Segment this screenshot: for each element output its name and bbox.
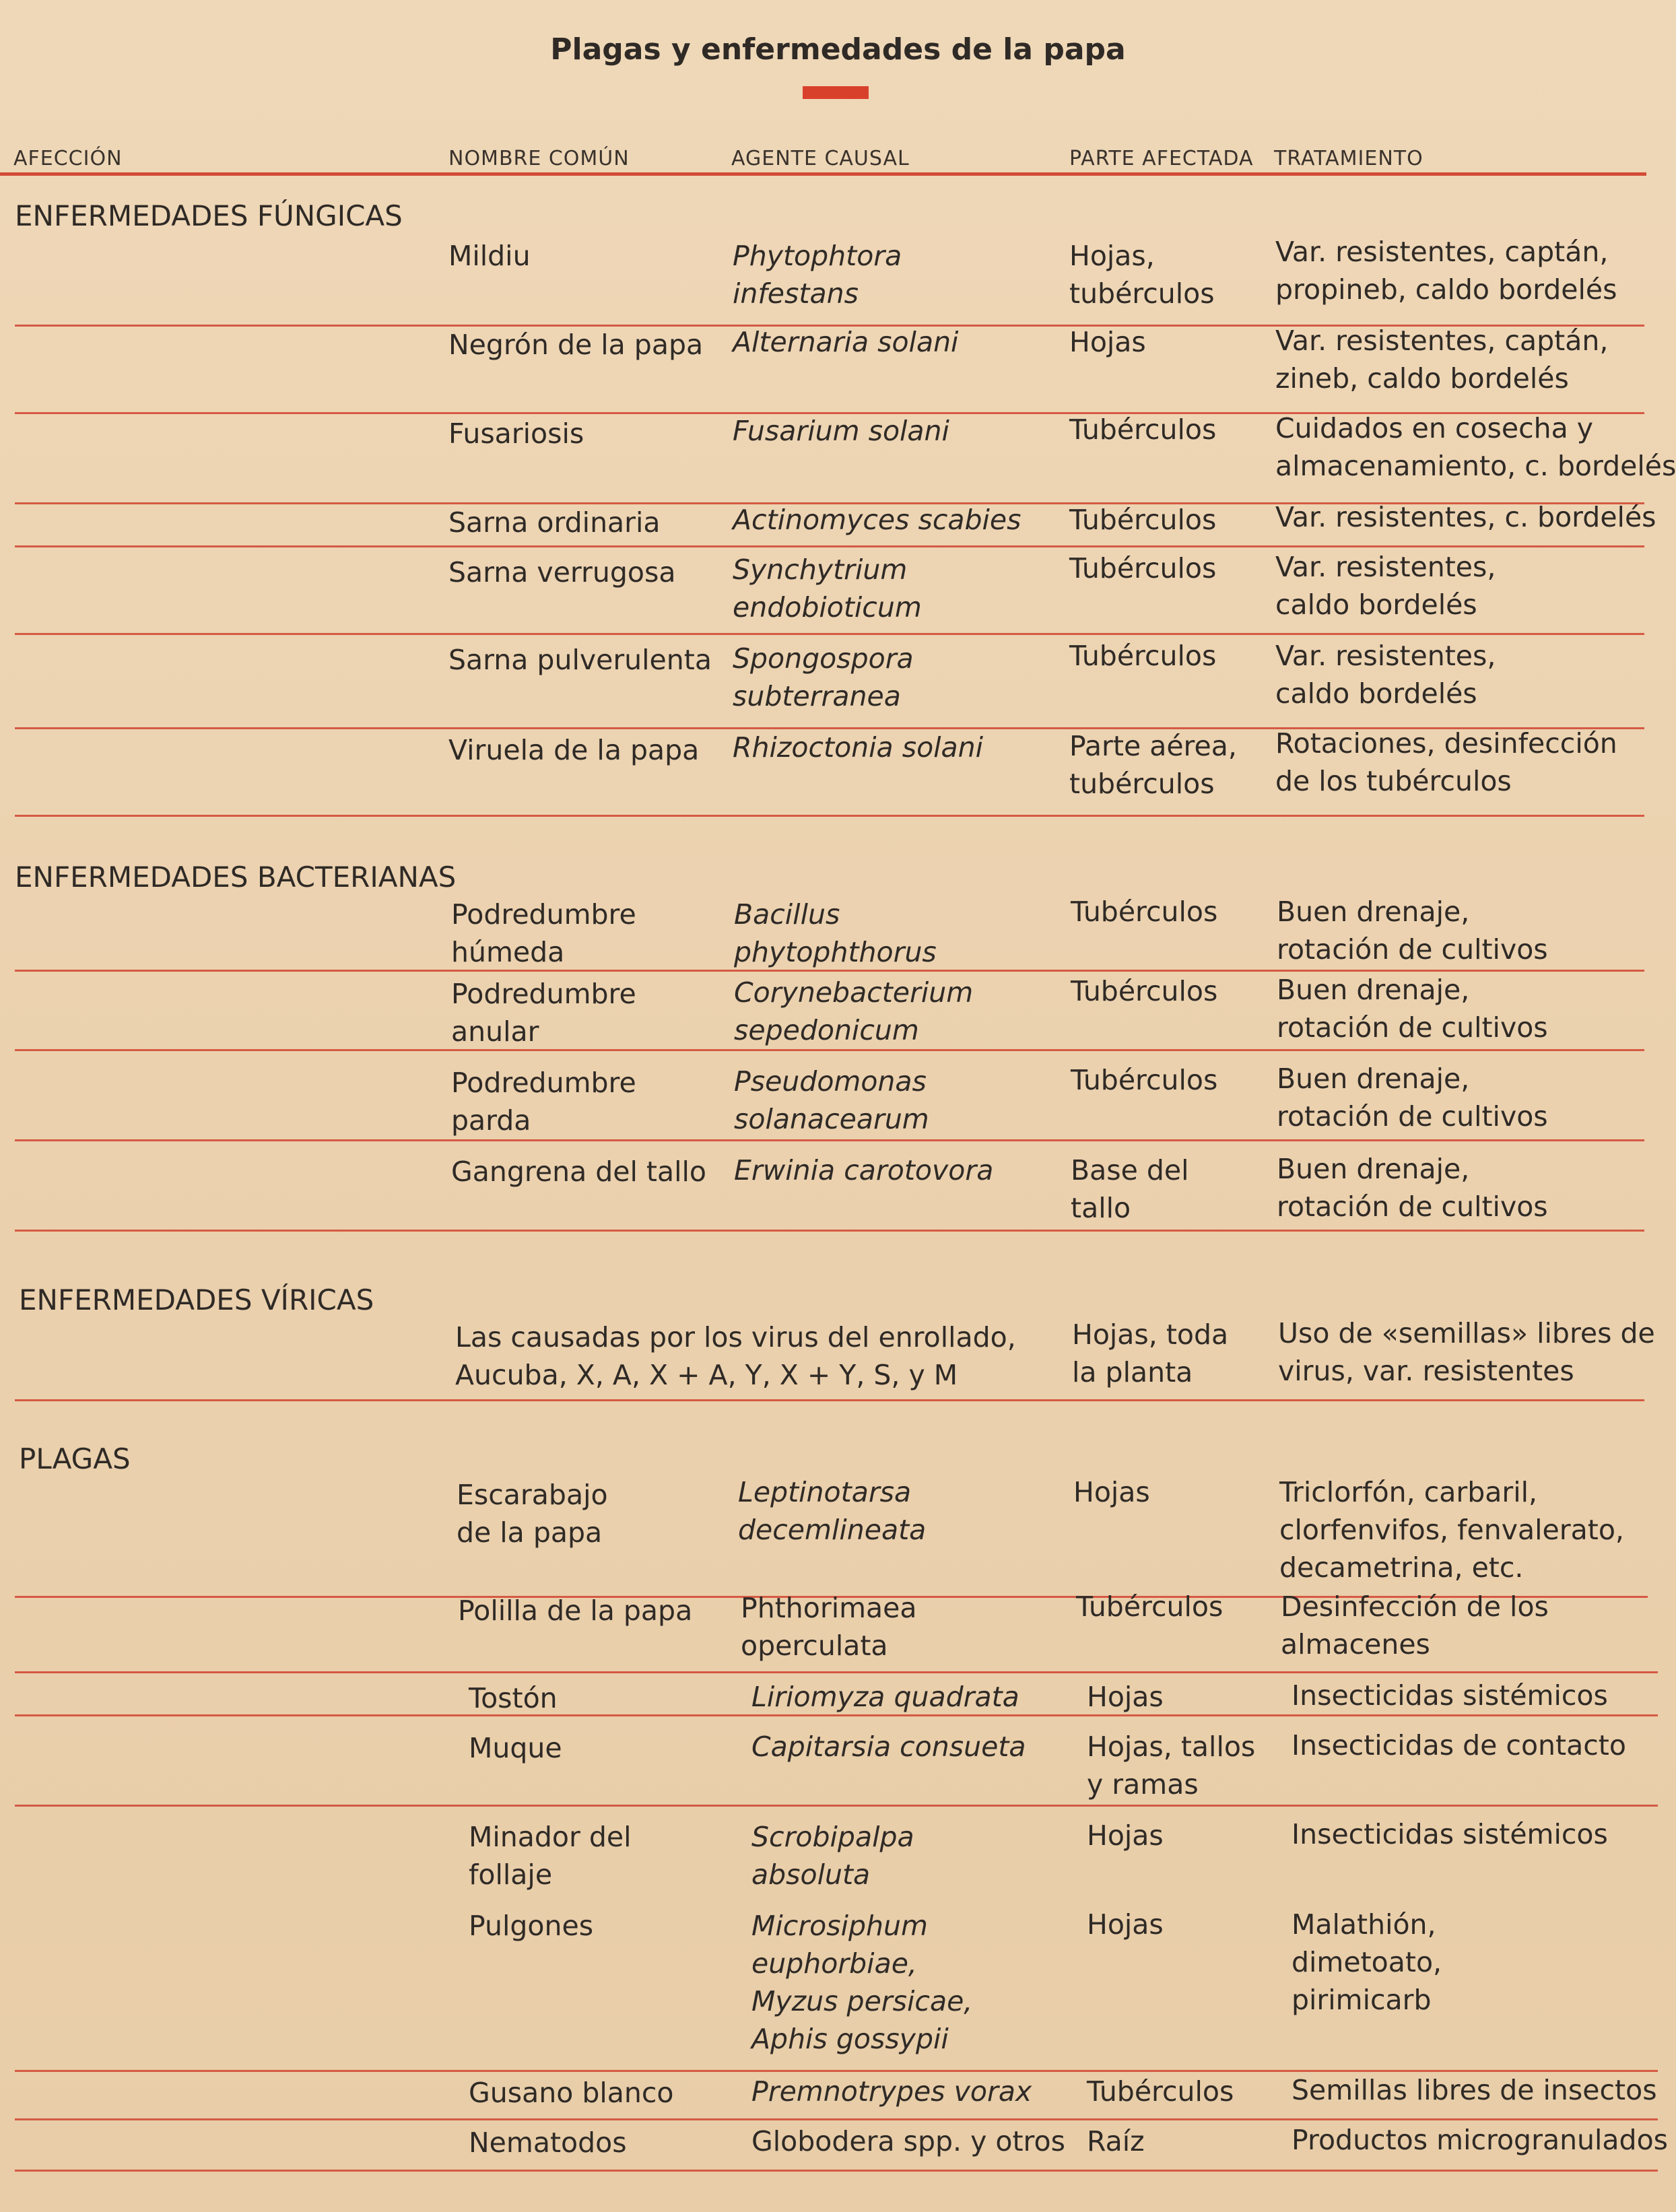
cell-parte: Hojas: [1087, 1908, 1164, 1941]
row-rule: [15, 1805, 1658, 1807]
cell-tratamiento: Buen drenaje, rotación de cultivos: [1277, 896, 1548, 966]
cell-parte: Hojas: [1069, 326, 1146, 358]
cell-parte: Tubérculos: [1071, 1064, 1218, 1096]
section-plagas: PLAGAS: [19, 1442, 131, 1475]
cell-tratamiento: Var. resistentes, c. bordelés: [1275, 501, 1656, 533]
cell-parte: Base del tallo: [1071, 1154, 1189, 1224]
header-tratamiento: TRATAMIENTO: [1274, 147, 1423, 170]
cell-agente: Synchytrium endobioticum: [733, 554, 922, 624]
cell-parte: Tubérculos: [1069, 413, 1217, 446]
cell-nombre: Podredumbre parda: [451, 1067, 636, 1137]
cell-agente: Corynebacterium sepedonicum: [734, 976, 974, 1046]
cell-parte: Tubérculos: [1069, 504, 1217, 536]
cell-agente: Alternaria solani: [733, 326, 959, 358]
cell-tratamiento: Var. resistentes, caldo bordelés: [1275, 640, 1496, 710]
cell-nombre: Pulgones: [469, 1910, 594, 1942]
row-rule: [15, 1399, 1644, 1401]
cell-agente: Scrobipalpa absoluta: [751, 1821, 914, 1891]
cell-tratamiento: Var. resistentes, captán, zineb, caldo bordelés: [1275, 325, 1609, 395]
cell-tratamiento: Buen drenaje, rotación de cultivos: [1277, 1153, 1548, 1223]
cell-nombre: Polilla de la papa: [458, 1595, 693, 1627]
row-rule: [15, 1671, 1658, 1673]
cell-nombre: Fusariosis: [448, 417, 584, 450]
section-viricas: ENFERMEDADES VÍRICAS: [19, 1283, 374, 1316]
cell-tratamiento: Uso de «semillas» libres de virus, var. resistentes: [1278, 1317, 1655, 1387]
cell-tratamiento: Var. resistentes, captán, propineb, caldo bordelés: [1275, 236, 1617, 306]
cell-parte: Hojas: [1087, 1819, 1164, 1852]
header-nombre-comun: NOMBRE COMÚN: [448, 147, 630, 170]
cell-tratamiento: Triclorfón, carbaril, clorfenvifos, fenvalerato, decametrina, etc.: [1279, 1476, 1624, 1584]
cell-agente: Pseudomonas solanacearum: [734, 1065, 929, 1135]
cell-nombre: Tostón: [469, 1682, 558, 1714]
cell-agente: Erwinia carotovora: [734, 1154, 994, 1186]
row-rule: [15, 1049, 1644, 1051]
title-accent-bar: [803, 86, 869, 99]
cell-parte: Tubérculos: [1071, 975, 1218, 1007]
cell-nombre: Sarna ordinaria: [448, 506, 661, 539]
cell-parte: Parte aérea, tubérculos: [1069, 730, 1237, 800]
cell-tratamiento: Productos microgranulados: [1292, 2124, 1669, 2156]
cell-agente: Rhizoctonia solani: [733, 731, 984, 764]
row-rule: [15, 2118, 1658, 2120]
cell-nombre: Podredumbre anular: [451, 978, 636, 1048]
row-rule: [15, 2170, 1658, 2172]
cell-parte: Tubérculos: [1076, 1590, 1224, 1623]
cell-parte: Tubérculos: [1071, 896, 1218, 928]
cell-tratamiento: Buen drenaje, rotación de cultivos: [1277, 974, 1548, 1044]
cell-tratamiento: Cuidados en cosecha y almacenamiento, c. bordelés: [1275, 412, 1676, 482]
cell-nombre: Escarabajo de la papa: [457, 1479, 608, 1549]
row-rule: [15, 815, 1644, 817]
cell-parte: Tubérculos: [1087, 2075, 1234, 2108]
row-rule: [15, 1230, 1644, 1232]
cell-agente: Capitarsia consueta: [751, 1731, 1026, 1763]
cell-agente: Liriomyza quadrata: [751, 1681, 1019, 1713]
cell-tratamiento: Insecticidas sistémicos: [1292, 1818, 1608, 1850]
cell-nombre-agente: Las causadas por los virus del enrollado, Aucuba, X, A, X + A, Y, X + Y, S, y M: [455, 1321, 1016, 1391]
cell-agente: Phytophtora infestans: [733, 240, 902, 310]
cell-nombre: Podredumbre húmeda: [451, 898, 636, 968]
cell-tratamiento: Insecticidas sistémicos: [1292, 1679, 1608, 1712]
cell-agente: Phthorimaea operculata: [741, 1592, 917, 1662]
cell-tratamiento: Semillas libres de insectos: [1292, 2074, 1657, 2106]
row-rule: [15, 545, 1644, 547]
header-afeccion: AFECCIÓN: [13, 147, 123, 170]
cell-parte: Hojas, toda la planta: [1072, 1318, 1229, 1388]
cell-tratamiento: Rotaciones, desinfección de los tubérculos: [1275, 727, 1617, 797]
cell-tratamiento: Desinfección de los almacenes: [1281, 1590, 1549, 1661]
cell-tratamiento: Malathión, dimetoato, pirimicarb: [1292, 1908, 1442, 2016]
cell-agente: Leptinotarsa decemlineata: [738, 1476, 927, 1546]
cell-parte: Tubérculos: [1069, 640, 1217, 672]
cell-nombre: Negrón de la papa: [448, 329, 704, 361]
row-rule: [15, 1139, 1644, 1141]
cell-agente: Bacillus phytophthorus: [734, 898, 937, 968]
cell-parte: Hojas, tubérculos: [1069, 240, 1215, 310]
header-parte-afectada: PARTE AFECTADA: [1069, 147, 1254, 170]
cell-nombre: Minador del follaje: [469, 1821, 632, 1891]
cell-nombre: Nematodos: [469, 2126, 627, 2159]
cell-nombre: Gangrena del tallo: [451, 1155, 706, 1188]
cell-agente: Premnotrypes vorax: [751, 2075, 1032, 2108]
cell-tratamiento: Insecticidas de contacto: [1292, 1729, 1626, 1762]
section-fungicas: ENFERMEDADES FÚNGICAS: [15, 199, 403, 232]
header-agente-causal: AGENTE CAUSAL: [731, 147, 910, 170]
cell-nombre: Viruela de la papa: [448, 734, 700, 766]
cell-tratamiento: Var. resistentes, caldo bordelés: [1275, 551, 1496, 621]
cell-nombre: Mildiu: [448, 240, 531, 272]
cell-parte: Raíz: [1087, 2125, 1145, 2157]
section-bacterianas: ENFERMEDADES BACTERIANAS: [15, 861, 457, 894]
cell-parte: Hojas, tallos y ramas: [1087, 1731, 1256, 1801]
row-rule: [15, 633, 1644, 635]
cell-agente: Microsiphum euphorbiae, Myzus persicae, Aphis gossypii: [751, 1910, 973, 2055]
cell-tratamiento: Buen drenaje, rotación de cultivos: [1277, 1063, 1548, 1133]
cell-agente: Actinomyces scabies: [733, 504, 1021, 536]
cell-agente: Fusarium solani: [733, 415, 949, 447]
cell-agente: Globodera spp. y otros: [751, 2125, 1065, 2157]
cell-nombre: Muque: [469, 1732, 562, 1764]
cell-parte: Hojas: [1073, 1476, 1150, 1508]
cell-parte: Hojas: [1087, 1681, 1164, 1713]
header-rule: [0, 172, 1646, 176]
page-title: Plagas y enfermedades de la papa: [550, 32, 1126, 67]
cell-nombre: Sarna verrugosa: [448, 556, 676, 589]
cell-parte: Tubérculos: [1069, 552, 1217, 584]
cell-nombre: Sarna pulverulenta: [448, 644, 712, 676]
cell-agente: Spongospora subterranea: [733, 642, 914, 712]
cell-nombre: Gusano blanco: [469, 2077, 674, 2109]
